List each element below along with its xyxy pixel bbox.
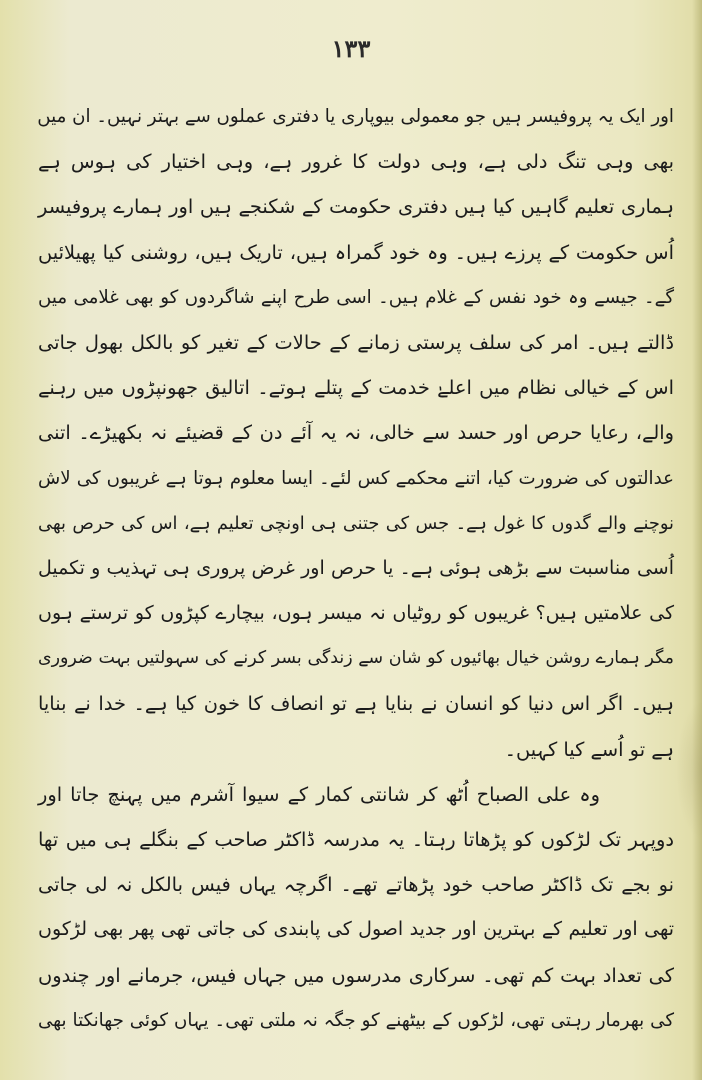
page-edge-shadow (692, 0, 702, 1080)
paper-stain (676, 700, 702, 840)
text-line: والے، رعایا حرص اور حسد سے خالی، نہ یہ آئے دن کے قضیئے نہ بکھیڑے۔ اتنی (38, 421, 674, 445)
text-line: عدالتوں کی ضرورت کیا، اتنے محکمے کس لئے۔ ایسا معلوم ہوتا ہے غریبوں کی لاش (38, 467, 674, 489)
text-line: ہیں۔ اگر اس دنیا کو انسان نے بنایا ہے تو انصاف کا خون کیا ہے۔ خدا نے بنایا (38, 692, 674, 716)
text-line: اُسی مناسبت سے بڑھی ہوئی ہے۔ یا حرص اور غرض پروری ہی تہذیب و تکمیل (38, 556, 674, 579)
paragraph-end-line: ہے تو اُسے کیا کہیں۔ (504, 737, 674, 761)
text-line: ہماری تعلیم گاہیں کیا ہیں دفتری حکومت کے شکنجے ہیں اور ہمارے پروفیسر (38, 195, 674, 219)
text-line: اُس حکومت کے پرزے ہیں۔ وہ خود گمراہ ہیں، تاریک ہیں، روشنی کیا پھیلائیں (38, 240, 674, 264)
text-line: نوچنے والے گدوں کا غول ہے۔ جس کی جتنی ہی اونچی تعلیم ہے، اس کی حرص بھی (38, 512, 674, 534)
text-line: دوپہر تک لڑکوں کو پڑھاتا رہتا۔ یہ مدرسہ ڈاکٹر صاحب کے بنگلے ہی میں تھا (38, 828, 674, 851)
text-line: کی بھرمار رہتی تھی، لڑکوں کے بیٹھنے کو جگہ نہ ملتی تھی۔ یہاں کوئی جھانکتا بھی (38, 1009, 674, 1031)
text-line: ڈالتے ہیں۔ امر کی سلف پرستی زمانے کے حالات کے تغیر کو بالکل بھول جاتی (38, 330, 674, 354)
text-body (38, 94, 674, 1043)
paragraph-start-line: وہ علی الصباح اُٹھ کر شانتی کمار کے سیوا آشرم میں پہنچ جاتا اور (38, 782, 600, 806)
text-line: نو بجے تک ڈاکٹر صاحب خود پڑھاتے تھے۔ اگرچہ یہاں فیس بالکل نہ لی جاتی (38, 873, 674, 897)
text-line: تھی اور تعلیم کے بہترین اور جدید اصول کی پابندی کی جاتی تھی پھر بھی لڑکوں (38, 918, 674, 941)
text-line: کی علامتیں ہیں؟ غریبوں کو روٹیاں نہ میسر ہوں، بیچارے کپڑوں کو ترستے ہوں (38, 602, 674, 625)
text-line: اس کے خیالی نظام میں اعلےٰ خدمت کے پتلے ہوتے۔ اتالیق جھونپڑوں میں رہنے (38, 376, 674, 400)
text-line: مگر ہمارے روشن خیال بھائیوں کو شان سے زندگی بسر کرنے کی سہولتیں بہت ضروری (38, 648, 674, 669)
text-line: بھی وہی تنگ دلی ہے، وہی دولت کا غرور ہے، وہی اختیار کی ہوس ہے (38, 150, 674, 174)
text-line: گے۔ جیسے وہ خود نفس کے غلام ہیں۔ اسی طرح اپنے شاگردوں کو بھی غلامی میں (38, 286, 674, 308)
text-line: کی تعداد بہت کم تھی۔ سرکاری مدرسوں میں جہاں فیس، جرمانے اور چندوں (38, 963, 674, 987)
page-number: ۱۳۳ (331, 34, 371, 63)
text-line: اور ایک یہ پروفیسر ہیں جو معمولی بیوپاری یا دفتری عملوں سے بہتر نہیں۔ ان میں (37, 106, 674, 127)
